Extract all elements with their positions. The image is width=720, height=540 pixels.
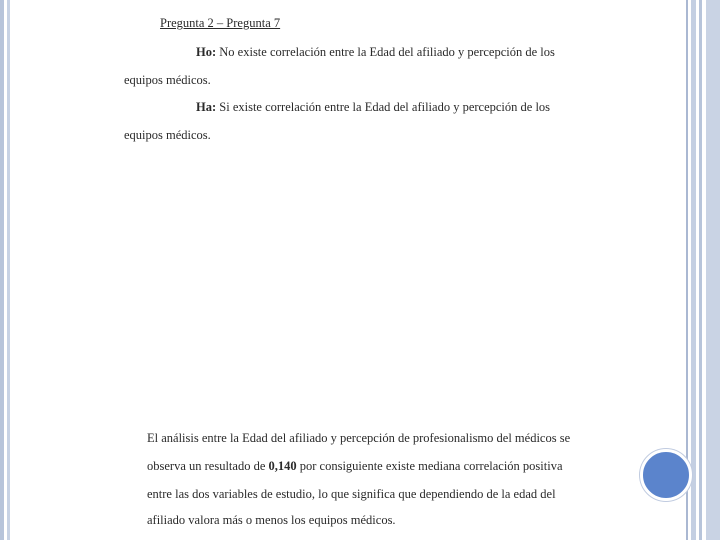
analysis-line-2-after: por consiguiente existe mediana correlación positiva bbox=[296, 459, 563, 473]
right-border-stripe-3 bbox=[699, 0, 702, 540]
slide-heading: Pregunta 2 – Pregunta 7 bbox=[160, 16, 281, 30]
analysis-line-3: entre las dos variables de estudio, lo que significa que dependiendo de la edad del bbox=[147, 487, 556, 501]
alt-hypothesis-line-1 bbox=[196, 100, 550, 114]
alt-hypothesis-label: Ha: bbox=[196, 100, 217, 114]
analysis-line-2-before: observa un resultado de bbox=[147, 459, 269, 473]
decorative-circle bbox=[640, 449, 692, 501]
null-hypothesis-line-1 bbox=[196, 45, 555, 59]
null-hypothesis-line-2: equipos médicos. bbox=[124, 73, 211, 87]
null-hypothesis-text: No existe correlación entre la Edad del afiliado y percepción de los bbox=[216, 45, 555, 59]
analysis-line-4: afiliado valora más o menos los equipos médicos. bbox=[147, 513, 396, 527]
analysis-line-2 bbox=[147, 459, 563, 473]
analysis-line-1: El análisis entre la Edad del afiliado y percepción de profesionalismo del médicos se bbox=[147, 431, 571, 445]
right-border-stripe-2 bbox=[691, 0, 696, 540]
correlation-value: 0,140 bbox=[268, 459, 297, 473]
right-border-stripe-4 bbox=[706, 0, 720, 540]
alt-hypothesis-line-2: equipos médicos. bbox=[124, 128, 211, 142]
alt-hypothesis-text: Si existe correlación entre la Edad del afiliado y percepción de los bbox=[216, 100, 551, 114]
left-border-stripe-inner bbox=[7, 0, 10, 540]
left-border-stripe-outer bbox=[0, 0, 4, 540]
null-hypothesis-label: Ho: bbox=[196, 45, 217, 59]
left-decorative-border bbox=[0, 0, 12, 540]
right-decorative-border bbox=[686, 0, 720, 540]
